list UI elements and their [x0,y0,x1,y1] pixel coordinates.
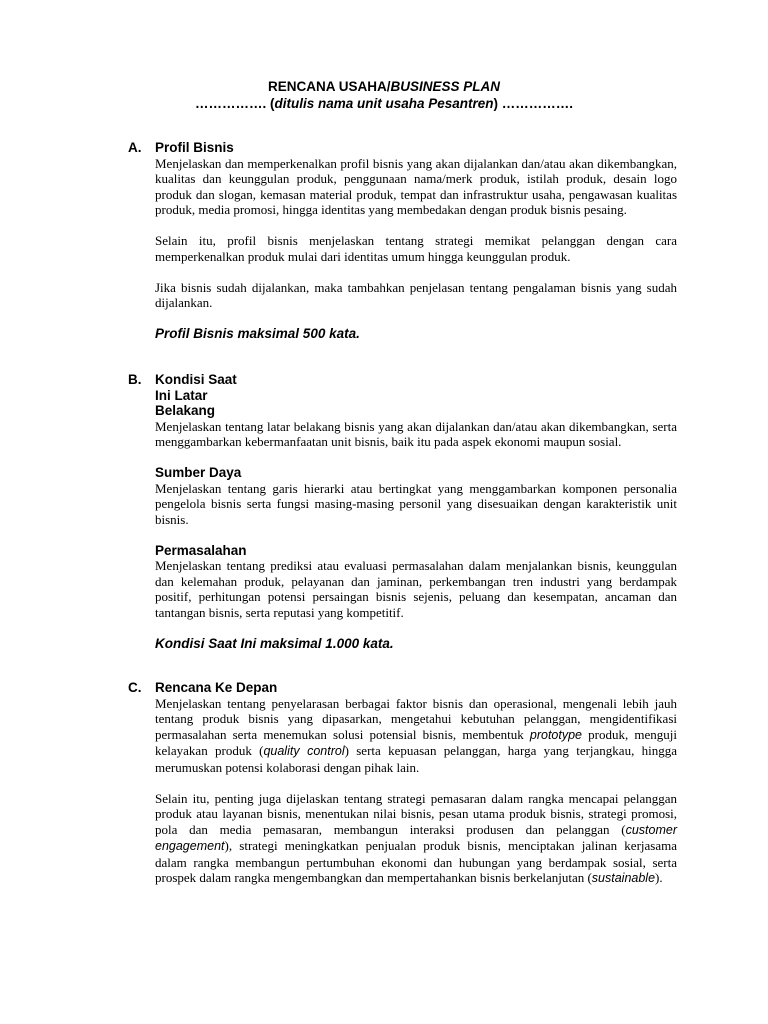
section-c-p1-term-quality-control: quality control [263,744,345,758]
subtitle-dots-right: ) ……………. [493,96,574,111]
subsection-latar-belakang-heading: Belakang [155,403,216,418]
section-b [155,372,677,651]
subtitle-dots-left: ……………. ( [194,96,275,111]
subsection-sumber-daya-heading: Sumber Daya [155,465,242,480]
section-a-paragraph-1: Menjelaskan dan memperkenalkan profil bisnis yang akan dijalankan dan/atau akan dikembangkan, kualitas dan keunggulan produk, penggunaan nama/merk produk, istilah produk, desain logo produk dan slogan, kemasan material produk, tempat dan infrastruktur usaha, pengawasan kualitas produk, media promosi, hingga identitas yang membedakan dengan produk bisnis pesaing. [155,155,677,217]
section-c-paragraph-1 [155,696,677,776]
section-c-p1-text-b: produk, menguji kelayakan produk ( [155,726,677,758]
section-a [155,140,677,342]
section-c-p2-term-customer-engagement: customer engagement [155,822,677,853]
section-c-p2-text-a: Selain itu, penting juga dijelaskan tentang strategi pemasaran dalam rangka mencapai pelanggan produk atau layanan bisnis, menentukan nilai bisnis, pesan utama produk bisnis, strategi promosi, pola dan media pemasaran, membangun interaksi produsen dan pelanggan ( [155,790,677,837]
latar-belakang-paragraph: Menjelaskan tentang latar belakang bisnis yang akan dijalankan dan/atau akan dikembangkan, serta menggambarkan kebermanfaatan unit bisnis, baik itu pada aspek ekonomi maupun sosial. [155,418,677,449]
permasalahan-paragraph: Menjelaskan tentang prediksi atau evaluasi permasalahan dalam menjalankan bisnis, keunggulan dan kelemahan produk, pelayanan dan jaminan, perkembangan tren industri yang berdampak positif, perhitungan potensi persaingan bisnis sejenis, peluang dan kesempatan, ancaman dan tantangan bisnis, serta reputasi yang kompetitif. [155,558,677,620]
section-c-p1-text-a: Menjelaskan tentang penyelarasan berbagai faktor bisnis dan operasional, mengenali lebih jauh tentang produk bisnis yang dipasarkan, mengetahui kebutuhan pelanggan, mengidentifikasi permasalahan serta menemukan solusi potensial bisnis, membentuk [155,695,677,742]
subtitle-italic: ditulis nama unit usaha Pesantren [274,96,494,111]
section-c-p2-text-b: ), strategi meningkatkan penjualan produk bisnis, menciptakan jalinan kerjasama dalam rangka membangun pertumbuhan ekonomi dan hubungan yang berdampak sosial, serta prospek dalam rangka mengembangkan dan mempertahankan bisnis berkelanjutan ( [155,838,677,885]
section-c-heading: Rencana Ke Depan [155,680,278,695]
section-b-heading-line-1: Kondisi Saat [155,372,237,387]
title-italic: BUSINESS PLAN [390,79,501,94]
section-b-word-limit: Kondisi Saat Ini maksimal 1.000 kata. [155,635,394,651]
section-a-paragraph-2: Selain itu, profil bisnis menjelaskan tentang strategi memikat pelanggan dengan cara memperkenalkan produk mulai dari identitas umum hingga keunggulan produk. [155,233,677,264]
section-a-paragraph-3: Jika bisnis sudah dijalankan, maka tambahkan penjelasan tentang pengalaman bisnis yang sudah dijalankan. [155,279,677,310]
section-c-paragraph-2 [155,791,677,887]
section-b-marker: B. [128,372,142,387]
section-c-p1-term-prototype: prototype [529,727,582,742]
section-a-marker: A. [128,140,142,155]
section-c-p2-term-sustainable: sustainable [591,871,656,885]
sumber-daya-paragraph: Menjelaskan tentang garis hierarki atau bertingkat yang menggambarkan komponen personalia pengelola bisnis serta fungsi masing-masing personil yang disesuaikan dengan karakteristik unit bisnis. [155,480,677,527]
title-prefix: RENCANA USAHA/ [267,79,391,94]
section-c-p1-text-c: ) serta kepuasan pelanggan, harga yang terjangkau, hingga merumuskan potensi kolaborasi dengan pihak lain. [155,743,678,775]
section-c-marker: C. [128,680,142,695]
section-a-word-limit: Profil Bisnis maksimal 500 kata. [155,326,360,341]
document-title [0,79,768,94]
section-b-heading-line-2: Ini Latar [155,387,208,403]
section-c [155,680,677,887]
document-subtitle [0,96,768,111]
subsection-permasalahan-heading: Permasalahan [155,542,247,558]
section-a-heading: Profil Bisnis [155,140,234,155]
section-c-p2-text-c: ). [655,870,663,885]
